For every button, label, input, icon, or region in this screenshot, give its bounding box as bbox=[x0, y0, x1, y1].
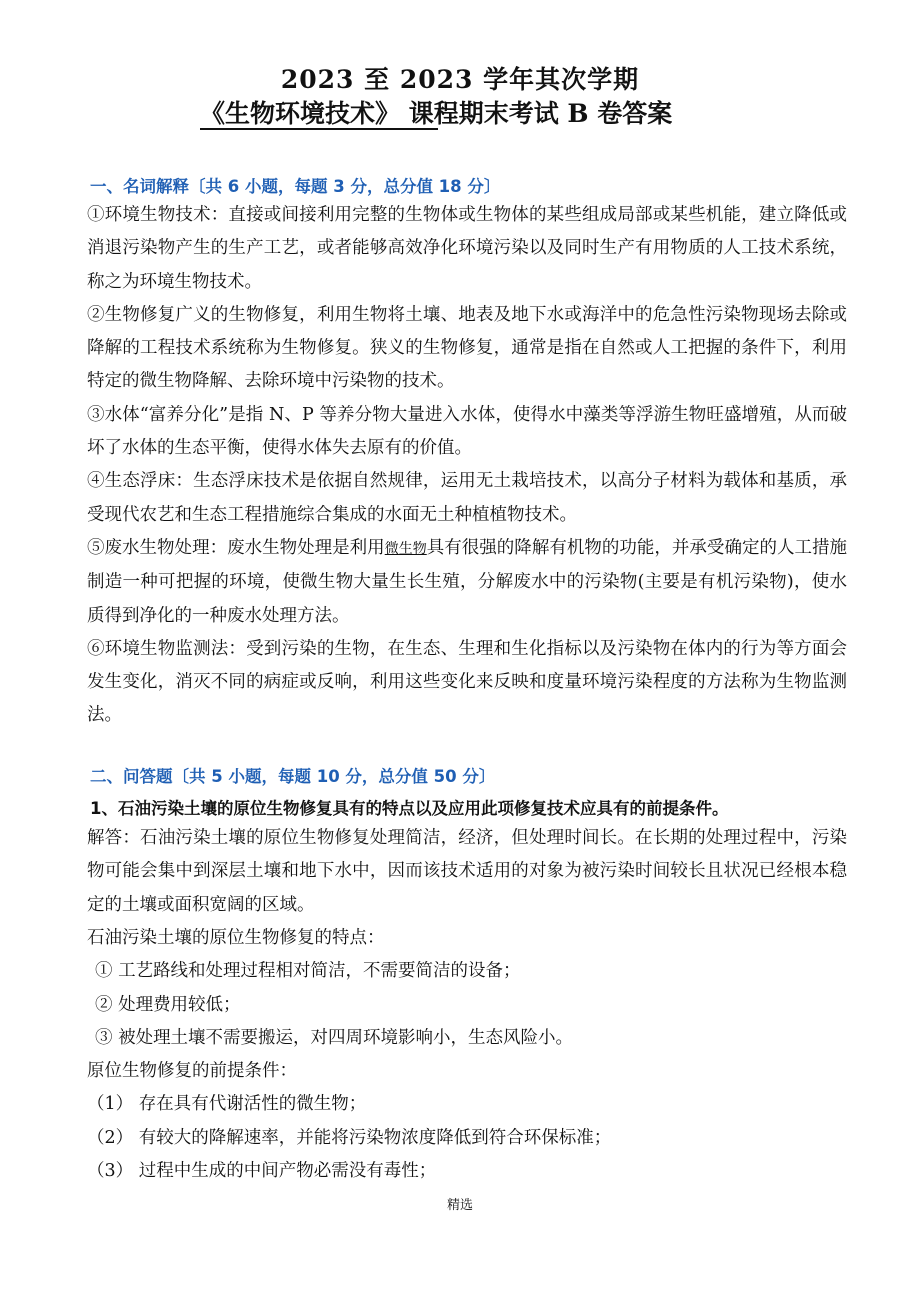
section1-heading: 一、名词解释〔共 6 小题，每题 3 分，总分值 18 分〕 bbox=[90, 177, 501, 196]
conditions-label: 原位生物修复的前提条件： bbox=[87, 1061, 297, 1082]
condition-item-3: （3） 过程中生成的中间产物必需没有毒性； bbox=[87, 1161, 437, 1182]
definition-item-4: ④生态浮床：生态浮床技术是依据自然规律，运用无土栽培技术，以高分子材料为载体和基质，承受现代农艺和生态工程措施综合集成的水面无土种植植物技术。 bbox=[87, 471, 847, 525]
condition-item-1: （1） 存在具有代谢活性的微生物； bbox=[87, 1094, 367, 1115]
section2-heading: 二、问答题〔共 5 小题，每题 10 分，总分值 50 分〕 bbox=[90, 767, 496, 786]
condition-item-2: （2） 有较大的降解速率，并能将污染物浓度降低到符合环保标准； bbox=[87, 1127, 612, 1148]
feature-item-1: ① 工艺路线和处理过程相对简洁，不需要简洁的设备； bbox=[95, 961, 521, 982]
document-title-line2: 《生物环境技术》 课程期末考试 B 卷答案 bbox=[200, 99, 673, 128]
definition-item-1: ①环境生物技术：直接或间接利用完整的生物体或生物体的某些组成局部或某些机能，建立降低或消退污染物产生的生产工艺，或者能够高效净化环境污染以及同时生产有用物质的人工技术系统，称之为环境生物技术。 bbox=[87, 205, 847, 292]
definition-item-5 bbox=[87, 532, 847, 633]
definition-item-5-rest: 具有很强的降解有机物的功能，并承受确定的人工措施制造一种可把握的环境，使微生物大量生长生殖，分解废水中的污染物(主要是有机污染物)，使水质得到净化的一种废水处理方法。 bbox=[87, 537, 848, 626]
feature-item-3: ③ 被处理土壤不需要搬运，对四周环境影响小，生态风险小。 bbox=[95, 1027, 574, 1048]
feature-item-2: ② 处理费用较低； bbox=[95, 994, 241, 1015]
page-footer: 精选 bbox=[446, 1198, 473, 1213]
definition-item-5-start: ⑤废水生物处理：废水生物处理是利用 bbox=[87, 537, 385, 558]
definition-item-3: ③水体“富养分化”是指 N、P 等养分物大量进入水体，使得水中藻类等浮游生物旺盛增殖，从而破坏了水体的生态平衡，使得水体失去原有的价值。 bbox=[87, 404, 847, 459]
definition-item-6: ⑥环境生物监测法：受到污染的生物，在生态、生理和生化指标以及污染物在体内的行为等方面会发生变化，消灭不同的病症或反响，利用这些变化来反映和度量环境污染程度的方法称为生物监测法。 bbox=[87, 638, 847, 726]
features-label: 石油污染土壤的原位生物修复的特点： bbox=[87, 928, 385, 948]
answer-lists bbox=[87, 922, 847, 1188]
document-title-line1: 2023 至 2023 学年其次学期 bbox=[280, 65, 640, 94]
question-1-answer: 解答：石油污染土壤的原位生物修复处理简洁，经济，但处理时间长。在长期的处理过程中，污染物可能会集中到深层土壤和地下水中，因而该技术适用的对象为被污染时间较长且状况已经根本稳定的土壤或面积宽阔的区域。 bbox=[87, 828, 847, 915]
section1-body bbox=[87, 199, 847, 733]
underlined-term: 微生物 bbox=[384, 540, 427, 557]
title-underline bbox=[200, 128, 438, 130]
definition-item-2: ②生物修复广义的生物修复，利用生物将土壤、地表及地下水或海洋中的危急性污染物现场去除或降解的工程技术系统称为生物修复。狭义的生物修复，通常是指在自然或人工把握的条件下，利用特定的微生物降解、去除环境中污染物的技术。 bbox=[87, 304, 847, 392]
question-1-title: 1、石油污染土壤的原位生物修复具有的特点以及应用此项修复技术应具有的前提条件。 bbox=[90, 799, 729, 818]
